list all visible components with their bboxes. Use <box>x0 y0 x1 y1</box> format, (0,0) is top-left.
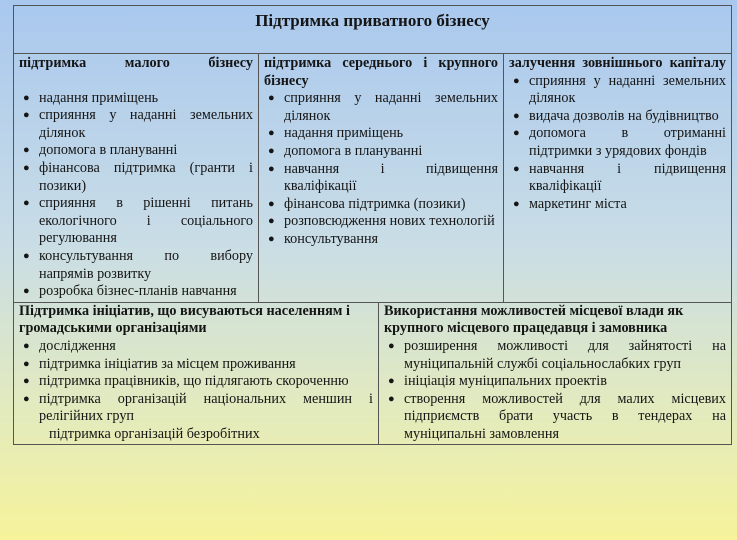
list-item: ● маркетинг міста <box>513 195 627 212</box>
external-capital-header: залучення зовнішнього капіталу <box>509 55 726 71</box>
bullet-icon: ● <box>513 127 520 140</box>
list-item: ● підтримка організацій національних меншин і релігійних груп <box>23 390 373 425</box>
list-item: ● консультування по вибору напрямів розвитку <box>23 247 253 282</box>
external-capital-cell <box>504 54 732 303</box>
list-item: ● надання приміщень <box>268 125 404 142</box>
bullet-icon: ● <box>388 339 395 352</box>
table-title: Підтримка приватного бізнесу <box>14 6 732 54</box>
list-item: ● допомога в плануванні <box>23 142 178 159</box>
bullet-icon: ● <box>23 392 30 405</box>
list-item: ● допомога в отриманні підтримки з урядових фондів <box>513 125 726 159</box>
bullet-icon: ● <box>23 357 30 370</box>
bullet-icon: ● <box>268 232 275 245</box>
list-item: ● навчання і підвищення кваліфікації <box>513 160 726 195</box>
bullet-icon: ● <box>513 109 520 122</box>
list-item: ● фінансова підтримка (позики) <box>268 195 466 212</box>
bullet-icon: ● <box>388 375 395 388</box>
small-business-cell <box>14 54 259 303</box>
bullet-icon: ● <box>513 197 520 210</box>
municipal-header: Використання можливостей місцевої влади як крупного місцевого працедавця і замовника <box>384 302 684 337</box>
bullet-icon: ● <box>268 144 275 157</box>
list-item: ● фінансова підтримка (гранти і позики) <box>23 159 253 194</box>
medium-business-list <box>264 90 498 248</box>
list-item: ● дослідження <box>23 337 116 354</box>
list-item: ● навчання і підвищення кваліфікації <box>268 160 498 195</box>
bullet-icon: ● <box>23 91 30 104</box>
bullet-icon: ● <box>513 162 520 175</box>
unemployed-support-item: підтримка організацій безробітних <box>49 425 260 442</box>
list-item: ● підтримка працівників, що підлягають скороченню <box>23 373 349 390</box>
list-item: ● надання приміщень <box>23 89 159 106</box>
list-item: ● сприяння у наданні земельних ділянок <box>268 90 498 124</box>
support-table <box>13 5 732 445</box>
bullet-icon: ● <box>23 249 30 262</box>
initiatives-header: Підтримка ініціатив, що висуваються населенням і громадськими організаціями <box>19 302 350 337</box>
list-item: ● сприяння в рішенні питань екологічного і соціального регулювання <box>23 195 253 247</box>
list-item: ● сприяння у наданні земельних ділянок <box>23 107 253 141</box>
bullet-icon: ● <box>23 109 30 122</box>
medium-business-header: підтримка середнього і крупного бізнесу <box>264 55 498 89</box>
bullet-icon: ● <box>268 197 275 210</box>
list-item: ● розповсюдження нових технологій <box>268 213 495 230</box>
bullet-icon: ● <box>268 92 275 105</box>
external-capital-list <box>509 73 726 214</box>
small-business-header: підтримка малого бізнесу <box>19 55 253 71</box>
small-business-list <box>19 90 253 301</box>
bullet-icon: ● <box>23 197 30 210</box>
bullet-icon: ● <box>268 127 275 140</box>
medium-business-cell <box>259 54 504 303</box>
municipal-cell <box>379 302 732 445</box>
bullet-icon: ● <box>388 392 395 405</box>
list-item: ● консультування <box>268 230 379 247</box>
bullet-icon: ● <box>268 162 275 175</box>
bullet-icon: ● <box>513 74 520 87</box>
initiatives-list <box>19 338 373 426</box>
bullet-icon: ● <box>23 144 30 157</box>
list-item: ● підтримка ініціатив за місцем проживання <box>23 355 296 372</box>
list-item: ● сприяння у наданні земельних ділянок <box>513 72 726 107</box>
bullet-icon: ● <box>23 339 30 352</box>
municipal-list <box>384 338 726 444</box>
list-item: ● допомога в плануванні <box>268 142 423 159</box>
list-item: ● розширення можливості для зайнятості на муніципальній службі соціальнослабких груп <box>388 337 726 372</box>
list-item: ● створення можливостей для малих місцевих підприємств брати участь в тендерах на муніципальні замовлення <box>388 390 726 442</box>
list-item: ● розробка бізнес-планів навчання <box>23 283 237 300</box>
bullet-icon: ● <box>23 375 30 388</box>
bullet-icon: ● <box>23 161 30 174</box>
list-item: ● ініціація муніципальних проектів <box>388 373 607 390</box>
bullet-icon: ● <box>268 215 275 228</box>
list-item: ● видача дозволів на будівництво <box>513 107 719 124</box>
bullet-icon: ● <box>23 285 30 298</box>
initiatives-cell <box>14 302 379 445</box>
